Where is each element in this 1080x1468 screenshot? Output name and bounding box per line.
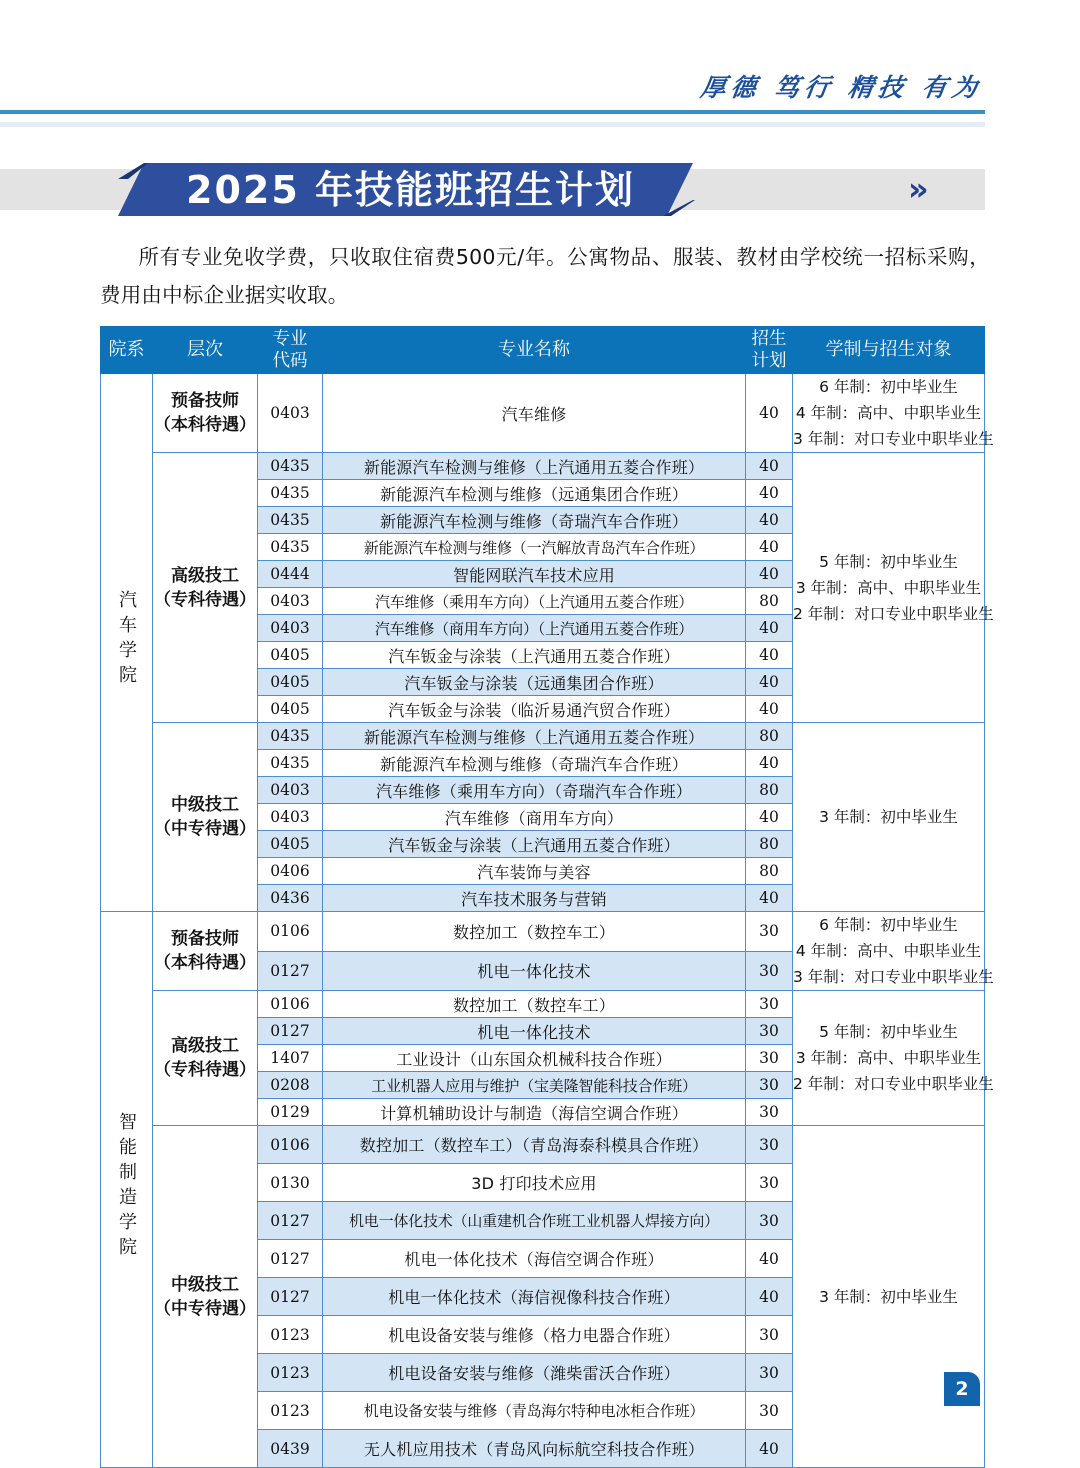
cell-major-name: 新能源汽车检测与维修（一汽解放青岛汽车合作班） — [323, 534, 746, 561]
cell-code: 0130 — [258, 1164, 323, 1202]
cell-code: 0405 — [258, 642, 323, 669]
cell-major-name: 智能网联汽车技术应用 — [323, 561, 746, 588]
cell-major-name: 机电设备安装与维修（青岛海尔特种电冰柜合作班） — [323, 1392, 746, 1430]
cell-code: 0127 — [258, 1240, 323, 1278]
cell-major-name: 汽车维修（乘用车方向）（上汽通用五菱合作班） — [323, 588, 746, 615]
cell-code: 0123 — [258, 1316, 323, 1354]
cell-level: 高级技工 （专科待遇） — [153, 453, 258, 723]
col-header-department: 院系 — [101, 327, 153, 374]
cell-quota: 40 — [746, 561, 793, 588]
cell-major-name: 汽车维修（商用车方向）（上汽通用五菱合作班） — [323, 615, 746, 642]
cell-code: 0208 — [258, 1072, 323, 1099]
col-header-level: 层次 — [153, 327, 258, 374]
cell-quota: 40 — [746, 480, 793, 507]
cell-quota: 30 — [746, 1099, 793, 1126]
cell-major-name: 工业设计（山东国众机械科技合作班） — [323, 1045, 746, 1072]
cell-major-name: 机电一体化技术 — [323, 951, 746, 991]
page-number-badge: 2 — [944, 1372, 980, 1406]
cell-quota: 40 — [746, 669, 793, 696]
cell-quota: 30 — [746, 1354, 793, 1392]
table-row — [101, 912, 985, 952]
col-header-term-and-target: 学制与招生对象 — [793, 327, 985, 374]
cell-major-name: 数控加工（数控车工） — [323, 912, 746, 952]
enrollment-plan-table — [100, 326, 994, 1468]
cell-code: 1407 — [258, 1045, 323, 1072]
cell-code: 0435 — [258, 480, 323, 507]
cell-term: 3 年制：初中毕业生 — [793, 1126, 985, 1468]
cell-major-name: 汽车钣金与涂装（上汽通用五菱合作班） — [323, 642, 746, 669]
cell-code: 0403 — [258, 777, 323, 804]
cell-code: 0405 — [258, 696, 323, 723]
cell-quota: 30 — [746, 912, 793, 952]
cell-major-name: 计算机辅助设计与制造（海信空调合作班） — [323, 1099, 746, 1126]
cell-code: 0405 — [258, 669, 323, 696]
table-row — [101, 991, 985, 1018]
cell-code: 0127 — [258, 1278, 323, 1316]
masthead-rule-dark — [0, 110, 985, 114]
cell-code: 0403 — [258, 804, 323, 831]
cell-quota: 40 — [746, 885, 793, 912]
table-row — [101, 453, 985, 480]
cell-major-name: 汽车维修（商用车方向） — [323, 804, 746, 831]
cell-major-name: 汽车维修（乘用车方向）（奇瑞汽车合作班） — [323, 777, 746, 804]
cell-code: 0106 — [258, 1126, 323, 1164]
cell-major-name: 新能源汽车检测与维修（远通集团合作班） — [323, 480, 746, 507]
cell-code: 0129 — [258, 1099, 323, 1126]
cell-code: 0444 — [258, 561, 323, 588]
cell-quota: 30 — [746, 1018, 793, 1045]
cell-major-name: 汽车装饰与美容 — [323, 858, 746, 885]
intro-paragraph — [100, 238, 990, 314]
cell-code: 0403 — [258, 615, 323, 642]
cell-term: 6 年制：初中毕业生 4 年制：高中、中职毕业生 3 年制：对口专业中职毕业生 — [793, 374, 985, 453]
cell-quota: 30 — [746, 1045, 793, 1072]
cell-code: 0406 — [258, 858, 323, 885]
cell-code: 0106 — [258, 991, 323, 1018]
masthead-rule-light — [0, 122, 985, 127]
cell-term: 3 年制：初中毕业生 — [793, 723, 985, 912]
enrollment-plan-table-wrapper — [100, 326, 994, 1468]
cell-code: 0435 — [258, 750, 323, 777]
cell-code: 0439 — [258, 1430, 323, 1468]
cell-level: 中级技工 （中专待遇） — [153, 1126, 258, 1468]
cell-quota: 40 — [746, 1240, 793, 1278]
cell-code: 0435 — [258, 453, 323, 480]
cell-quota: 30 — [746, 1072, 793, 1099]
cell-major-name: 汽车钣金与涂装（临沂易通汽贸合作班） — [323, 696, 746, 723]
cell-quota: 40 — [746, 374, 793, 453]
cell-level: 预备技师 （本科待遇） — [153, 912, 258, 991]
masthead — [0, 0, 1080, 135]
cell-code: 0405 — [258, 831, 323, 858]
cell-code: 0127 — [258, 1018, 323, 1045]
cell-quota: 40 — [746, 642, 793, 669]
cell-major-name: 汽车维修 — [323, 374, 746, 453]
cell-department: 汽车学院 — [101, 374, 153, 912]
cell-term: 5 年制：初中毕业生 3 年制：高中、中职毕业生 2 年制：对口专业中职毕业生 — [793, 453, 985, 723]
cell-quota: 40 — [746, 507, 793, 534]
cell-quota: 30 — [746, 991, 793, 1018]
cell-major-name: 机电一体化技术（海信视像科技合作班） — [323, 1278, 746, 1316]
cell-code: 0435 — [258, 507, 323, 534]
section-banner — [0, 163, 1080, 216]
cell-major-name: 机电一体化技术（海信空调合作班） — [323, 1240, 746, 1278]
cell-code: 0403 — [258, 374, 323, 453]
cell-level: 高级技工 （专科待遇） — [153, 991, 258, 1126]
table-row — [101, 1126, 985, 1164]
cell-quota: 80 — [746, 588, 793, 615]
cell-quota: 80 — [746, 831, 793, 858]
cell-major-name: 无人机应用技术（青岛风向标航空科技合作班） — [323, 1430, 746, 1468]
double-chevron-right-icon: » — [908, 170, 923, 208]
cell-quota: 30 — [746, 1316, 793, 1354]
cell-code: 0123 — [258, 1392, 323, 1430]
cell-major-name: 机电一体化技术（山重建机合作班工业机器人焊接方向） — [323, 1202, 746, 1240]
cell-code: 0435 — [258, 534, 323, 561]
cell-department: 智能制造学院 — [101, 912, 153, 1468]
cell-code: 0127 — [258, 951, 323, 991]
cell-quota: 30 — [746, 1164, 793, 1202]
cell-quota: 80 — [746, 777, 793, 804]
cell-major-name: 新能源汽车检测与维修（奇瑞汽车合作班） — [323, 750, 746, 777]
cell-major-name: 汽车钣金与涂装（上汽通用五菱合作班） — [323, 831, 746, 858]
cell-major-name: 3D 打印技术应用 — [323, 1164, 746, 1202]
cell-major-name: 机电设备安装与维修（潍柴雷沃合作班） — [323, 1354, 746, 1392]
cell-code: 0403 — [258, 588, 323, 615]
cell-major-name: 机电设备安装与维修（格力电器合作班） — [323, 1316, 746, 1354]
cell-quota: 40 — [746, 1430, 793, 1468]
school-motto: 厚德 笃行 精技 有为 — [698, 73, 984, 102]
cell-quota: 30 — [746, 1126, 793, 1164]
cell-quota: 80 — [746, 723, 793, 750]
cell-quota: 40 — [746, 750, 793, 777]
cell-level: 预备技师 （本科待遇） — [153, 374, 258, 453]
table-row — [101, 374, 985, 453]
cell-code: 0123 — [258, 1354, 323, 1392]
intro-text: 所有专业免收学费，只收取住宿费500元/年。公寓物品、服装、教材由学校统一招标采购，费用由中标企业据实收取。 — [100, 245, 990, 307]
cell-quota: 40 — [746, 615, 793, 642]
cell-code: 0106 — [258, 912, 323, 952]
cell-quota: 40 — [746, 696, 793, 723]
cell-quota: 30 — [746, 1392, 793, 1430]
cell-quota: 80 — [746, 858, 793, 885]
cell-term: 5 年制：初中毕业生 3 年制：高中、中职毕业生 2 年制：对口专业中职毕业生 — [793, 991, 985, 1126]
cell-code: 0435 — [258, 723, 323, 750]
cell-major-name: 数控加工（数控车工）（青岛海泰科模具合作班） — [323, 1126, 746, 1164]
cell-major-name: 新能源汽车检测与维修（上汽通用五菱合作班） — [323, 723, 746, 750]
cell-code: 0127 — [258, 1202, 323, 1240]
col-header-quota: 招生 计划 — [746, 327, 793, 374]
col-header-major-code: 专业 代码 — [258, 327, 323, 374]
cell-major-name: 新能源汽车检测与维修（奇瑞汽车合作班） — [323, 507, 746, 534]
cell-quota: 40 — [746, 804, 793, 831]
cell-quota: 40 — [746, 1278, 793, 1316]
cell-quota: 30 — [746, 1202, 793, 1240]
cell-major-name: 新能源汽车检测与维修（上汽通用五菱合作班） — [323, 453, 746, 480]
cell-quota: 40 — [746, 453, 793, 480]
cell-code: 0436 — [258, 885, 323, 912]
table-row — [101, 723, 985, 750]
cell-major-name: 数控加工（数控车工） — [323, 991, 746, 1018]
cell-major-name: 汽车钣金与涂装（远通集团合作班） — [323, 669, 746, 696]
table-header-row — [101, 327, 985, 374]
cell-level: 中级技工 （中专待遇） — [153, 723, 258, 912]
cell-major-name: 工业机器人应用与维护（宝美隆智能科技合作班） — [323, 1072, 746, 1099]
cell-term: 6 年制：初中毕业生 4 年制：高中、中职毕业生 3 年制：对口专业中职毕业生 — [793, 912, 985, 991]
cell-quota: 30 — [746, 951, 793, 991]
cell-major-name: 汽车技术服务与营销 — [323, 885, 746, 912]
col-header-major-name: 专业名称 — [323, 327, 746, 374]
cell-major-name: 机电一体化技术 — [323, 1018, 746, 1045]
cell-quota: 40 — [746, 534, 793, 561]
page-title: 2025 年技能班招生计划 — [186, 168, 635, 212]
